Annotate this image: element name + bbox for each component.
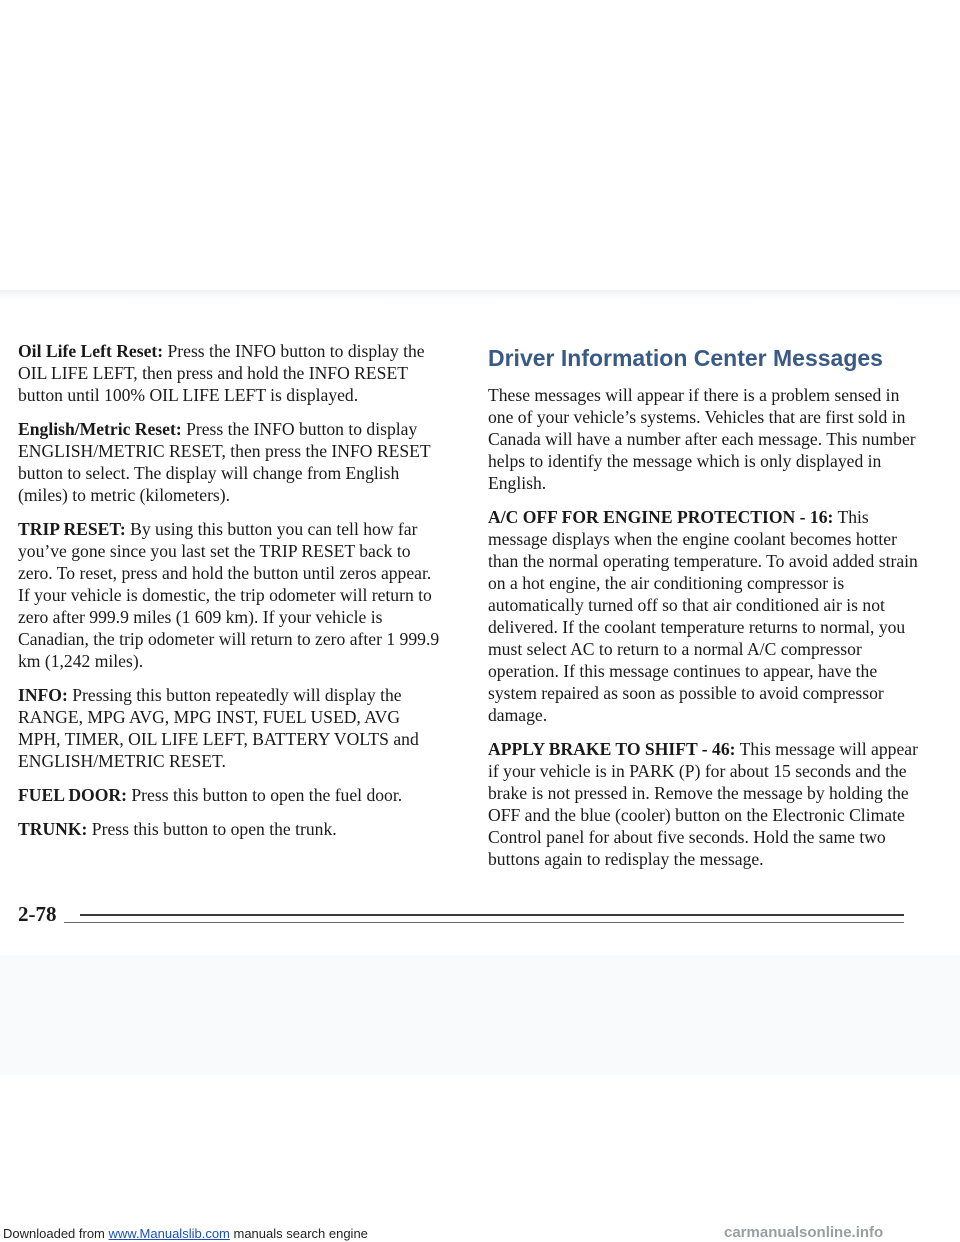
page-number: 2-78 xyxy=(18,902,57,926)
ac-off-text: This message displays when the engine coolant becomes hotter than the normal operating temperature. To avoid added strain on a hot engine, the air conditioning compressor is automatically turned off so that air conditioned air is not delivered. If the coolant temperature returns to normal, you must select AC to return to a normal A/C compressor operation. If this message continues to appear, have the system repaired as soon as possible to avoid compressor damage. xyxy=(488,507,918,725)
trip-reset-label: TRIP RESET: xyxy=(18,519,126,539)
english-metric-reset-text: Press the INFO button to display ENGLISH/METRIC RESET, then press the INFO RESET button to select. The display will change from English (miles) to metric (kilometers). xyxy=(18,419,431,505)
fuel-door-paragraph xyxy=(18,784,446,806)
trunk-paragraph xyxy=(18,818,446,840)
bottom-shade xyxy=(0,955,960,1075)
info-label: INFO: xyxy=(18,685,68,705)
apply-brake-paragraph xyxy=(488,738,918,870)
apply-brake-label: APPLY BRAKE TO SHIFT - 46: xyxy=(488,739,736,759)
oil-life-reset-paragraph xyxy=(18,340,446,406)
footer-suffix: manuals search engine xyxy=(229,1226,368,1241)
top-divider xyxy=(0,290,960,300)
bottom-divider-thin xyxy=(64,922,904,923)
watermark-text: carmanualsonline.info xyxy=(724,1224,884,1241)
english-metric-reset-paragraph xyxy=(18,418,446,506)
right-column xyxy=(488,340,918,882)
english-metric-reset-label: English/Metric Reset: xyxy=(18,419,182,439)
trunk-text: Press this button to open the trunk. xyxy=(87,819,337,839)
oil-life-reset-text: Press the INFO button to display the OIL LIFE LEFT, then press and hold the INFO RESET button until 100% OIL LIFE LEFT is displayed. xyxy=(18,341,425,405)
trip-reset-paragraph xyxy=(18,518,446,672)
footer-prefix: Downloaded from xyxy=(3,1226,109,1241)
download-footer xyxy=(3,1227,368,1241)
fuel-door-text: Press this button to open the fuel door. xyxy=(127,785,403,805)
trunk-label: TRUNK: xyxy=(18,819,88,839)
bottom-divider xyxy=(80,914,904,916)
apply-brake-text: This message will appear if your vehicle is in PARK (P) for about 15 seconds and the brake is not pressed in. Remove the message by holding the OFF and the blue (cooler) button on the Electronic Climate Control panel for about five seconds. Hold the same two buttons again to redisplay the message. xyxy=(488,739,918,869)
section-heading: Driver Information Center Messages xyxy=(488,345,883,371)
oil-life-reset-label: Oil Life Left Reset: xyxy=(18,341,164,361)
info-paragraph xyxy=(18,684,446,772)
ac-off-label: A/C OFF FOR ENGINE PROTECTION - 16: xyxy=(488,507,834,527)
trip-reset-text: By using this button you can tell how far you’ve gone since you last set the TRIP RESET back to zero. To reset, press and hold the button until zeros appear. If your vehicle is domestic, the trip odometer will return to zero after 999.9 miles (1 609 km). If your vehicle is Canadian, the trip odometer will return to zero after 1 999.9 km (1,242 miles). xyxy=(18,519,440,671)
left-column xyxy=(18,340,446,852)
ac-off-paragraph xyxy=(488,506,918,726)
manualslib-link[interactable]: www.Manualslib.com xyxy=(108,1226,230,1241)
intro-paragraph: These messages will appear if there is a problem sensed in one of your vehicle’s systems. Vehicles that are first sold in Canada will have a number after each message. This number helps to identify the message which is only displayed in English. xyxy=(488,385,916,493)
info-text: Pressing this button repeatedly will display the RANGE, MPG AVG, MPG INST, FUEL USED, AVG MPH, TIMER, OIL LIFE LEFT, BATTERY VOLTS and ENGLISH/METRIC RESET. xyxy=(18,685,419,771)
fuel-door-label: FUEL DOOR: xyxy=(18,785,127,805)
